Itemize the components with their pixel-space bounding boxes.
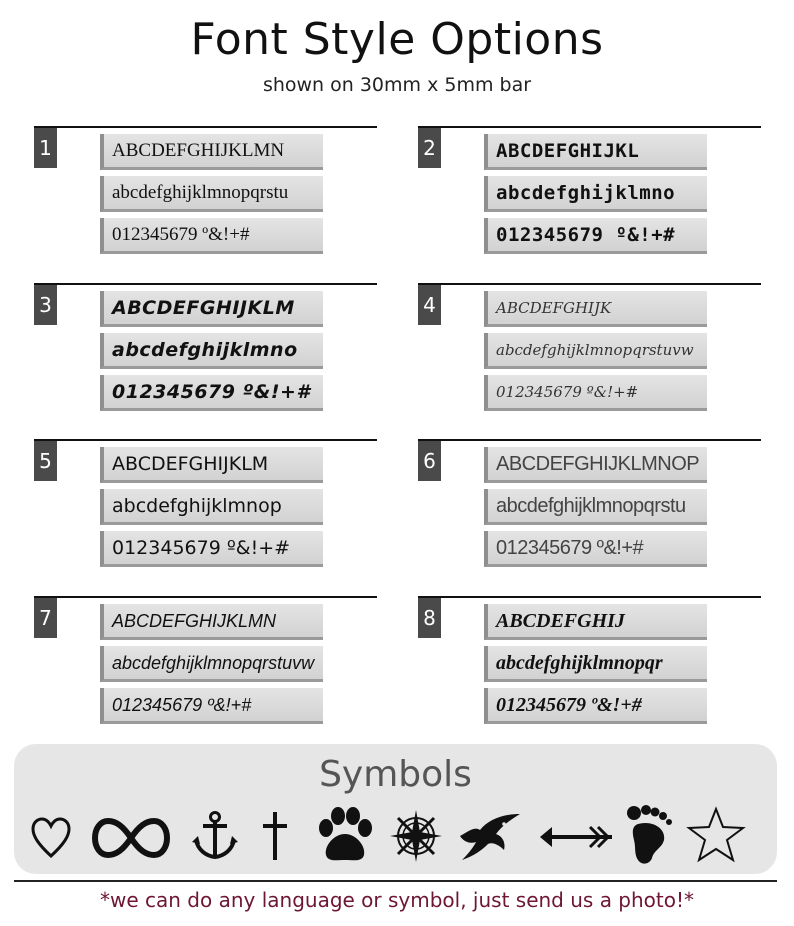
footprint-icon (624, 804, 672, 866)
compass-rose-icon (388, 808, 444, 864)
font-option-6 (418, 439, 764, 585)
lowercase-sample: abcdefghijklmnop (100, 489, 323, 525)
font-number-badge: 5 (34, 441, 57, 481)
font-option-3 (34, 283, 380, 429)
anchor-icon (192, 810, 238, 862)
uppercase-sample: ABCDEFGHIJKLMNOP (484, 447, 707, 483)
digits-sample: 012345679 º&!+# (484, 688, 707, 724)
lowercase-sample: abcdefghijklmnopqr (484, 646, 707, 682)
uppercase-sample: ABCDEFGHIJKLMN (100, 604, 323, 640)
lowercase-sample: abcdefghijklmno (100, 333, 323, 369)
footer-divider (14, 880, 777, 882)
font-number-badge: 7 (34, 598, 57, 638)
divider-line (418, 283, 761, 285)
cross-icon (260, 810, 290, 862)
symbols-title: Symbols (319, 754, 472, 795)
lowercase-sample: abcdefghijklmnopqrstuvw (100, 646, 323, 682)
uppercase-sample: ABCDEFGHIJK (484, 291, 707, 327)
digits-sample: 012345679 º&!+# (484, 531, 707, 567)
font-number-badge: 8 (418, 598, 441, 638)
divider-line (34, 126, 377, 128)
font-option-5 (34, 439, 380, 585)
swallow-bird-icon (458, 812, 522, 862)
font-number-badge: 2 (418, 128, 441, 168)
font-option-7 (34, 596, 380, 742)
font-option-1 (34, 126, 380, 272)
divider-line (418, 126, 761, 128)
symbols-panel (14, 744, 777, 874)
uppercase-sample: ABCDEFGHIJKL (484, 134, 707, 170)
divider-line (34, 439, 377, 441)
lowercase-sample: abcdefghijklmno (484, 176, 707, 212)
font-number-badge: 6 (418, 441, 441, 481)
star-icon (686, 806, 746, 864)
infinity-icon (90, 814, 172, 862)
digits-sample: 012345679 º&!+# (100, 218, 323, 254)
font-number-badge: 3 (34, 285, 57, 325)
divider-line (34, 283, 377, 285)
font-number-badge: 1 (34, 128, 57, 168)
font-option-4 (418, 283, 764, 429)
digits-sample: 012345679 º&!+# (484, 375, 707, 411)
font-option-2 (418, 126, 764, 272)
font-option-8 (418, 596, 764, 742)
arrow-icon (538, 822, 614, 852)
divider-line (418, 439, 761, 441)
divider-line (418, 596, 761, 598)
digits-sample: 012345679 º&!+# (100, 375, 323, 411)
uppercase-sample: ABCDEFGHIJKLM (100, 291, 323, 327)
paw-print-icon (314, 806, 376, 866)
page-title: Font Style Options (190, 14, 604, 65)
uppercase-sample: ABCDEFGHIJ (484, 604, 707, 640)
lowercase-sample: abcdefghijklmnopqrstu (100, 176, 323, 212)
digits-sample: 012345679 º&!+# (484, 218, 707, 254)
page-subtitle: shown on 30mm x 5mm bar (262, 74, 532, 96)
digits-sample: 012345679 º&!+# (100, 688, 323, 724)
divider-line (34, 596, 377, 598)
footer-note: *we can do any language or symbol, just send us a photo!* (99, 888, 695, 912)
heart-icon (30, 816, 72, 860)
uppercase-sample: ABCDEFGHIJKLM (100, 447, 323, 483)
lowercase-sample: abcdefghijklmnopqrstuvw (484, 333, 707, 369)
lowercase-sample: abcdefghijklmnopqrstu (484, 489, 707, 525)
font-number-badge: 4 (418, 285, 441, 325)
digits-sample: 012345679 º&!+# (100, 531, 323, 567)
uppercase-sample: ABCDEFGHIJKLMN (100, 134, 323, 170)
